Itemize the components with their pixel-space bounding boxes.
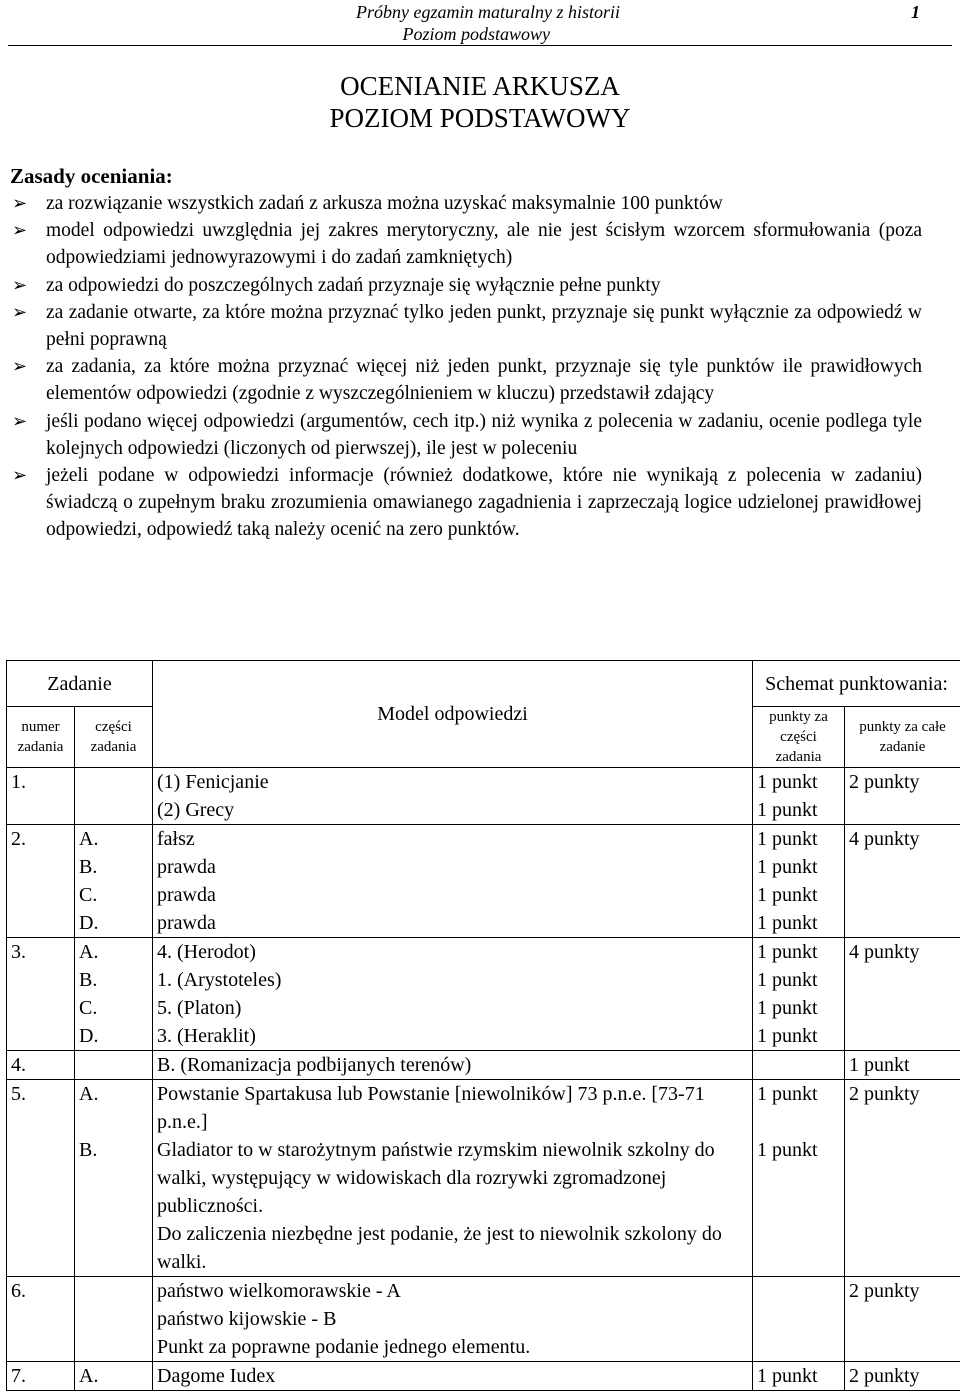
arrow-bullet-icon: ➢ [12, 356, 28, 377]
header-level: Poziom podstawowy [402, 24, 550, 44]
rule-text: jeśli podano więcej odpowiedzi (argumentów, cech itp.) niż wynika z polecenia w zadaniu, ocenie podlega tyle kolejnych odpowiedzi (liczonych od pierwszej), ile jest w poleceniu [46, 410, 922, 459]
task-part: A. [75, 1080, 153, 1137]
total-points: 2 punkty [845, 768, 960, 797]
table-row [7, 1022, 960, 1051]
rules-list [10, 190, 922, 544]
task-part: B. [75, 1136, 153, 1277]
model-answer: fałsz [153, 825, 753, 854]
header-punkty-cale: punkty za całe zadanie [845, 707, 960, 768]
header-model: Model odpowiedzi [153, 661, 753, 768]
task-part [75, 1277, 153, 1362]
header-numer-zadania: numer zadania [7, 707, 75, 768]
total-points [845, 966, 960, 994]
model-answer: prawda [153, 881, 753, 909]
model-answer: Dagome Iudex [153, 1362, 753, 1391]
rule-item [10, 217, 922, 271]
table-row [7, 1277, 960, 1362]
model-answer: prawda [153, 853, 753, 881]
header-schemat: Schemat punktowania: [753, 661, 960, 707]
arrow-bullet-icon: ➢ [12, 220, 28, 241]
model-answer: 1. (Arystoteles) [153, 966, 753, 994]
total-points: 1 punkt [845, 1051, 960, 1080]
task-number [7, 853, 75, 881]
task-part: D. [75, 1022, 153, 1051]
arrow-bullet-icon: ➢ [12, 301, 28, 322]
scoring-table [6, 660, 960, 1391]
part-points: 1 punkt [753, 825, 845, 854]
total-points [845, 853, 960, 881]
task-number [7, 966, 75, 994]
arrow-bullet-icon: ➢ [12, 410, 28, 431]
header-punkty-czesci: punkty za części zadania [753, 707, 845, 768]
total-points: 4 punkty [845, 825, 960, 854]
task-number [7, 1136, 75, 1277]
task-part: A. [75, 1362, 153, 1391]
part-points: 1 punkt [753, 994, 845, 1022]
task-number: 6. [7, 1277, 75, 1362]
part-points: 1 punkt [753, 966, 845, 994]
total-points: 4 punkty [845, 938, 960, 967]
task-number [7, 909, 75, 938]
page-title-line1: OCENIANIE ARKUSZA [340, 71, 620, 101]
task-part [75, 796, 153, 825]
part-points: 1 punkt [753, 1136, 845, 1277]
table-row [7, 853, 960, 881]
table-row [7, 881, 960, 909]
arrow-bullet-icon: ➢ [12, 193, 28, 213]
total-points [845, 881, 960, 909]
model-answer: 5. (Platon) [153, 994, 753, 1022]
page-header [0, 0, 960, 46]
part-points: 1 punkt [753, 1080, 845, 1137]
rule-item [10, 408, 922, 462]
total-points [845, 1022, 960, 1051]
task-part: B. [75, 853, 153, 881]
model-answer: (2) Grecy [153, 796, 753, 825]
rule-item [10, 190, 922, 217]
task-part [75, 768, 153, 797]
arrow-bullet-icon: ➢ [12, 274, 28, 295]
task-number: 7. [7, 1362, 75, 1391]
model-answer: Gladiator to w starożytnym państwie rzymskim niewolnik szkolny do walki, występujący w widowiskach dla rozrywki zgromadzonej publiczności. Do zaliczenia niezbędne jest podanie, że jest to niewolnik szkolony do walki. [153, 1136, 753, 1277]
task-part: A. [75, 938, 153, 967]
table-row [7, 994, 960, 1022]
model-answer: Powstanie Spartakusa lub Powstanie [niewolników] 73 p.n.e. [73-71 p.n.e.] [153, 1080, 753, 1137]
task-part: C. [75, 994, 153, 1022]
arrow-bullet-icon: ➢ [12, 465, 28, 486]
table-row [7, 966, 960, 994]
part-points: 1 punkt [753, 1022, 845, 1051]
rule-text: model odpowiedzi uwzględnia jej zakres merytoryczny, ale nie jest ścisłym wzorcem sformułowania (poza odpowiedziami jednowyrazowymi i do zadań zamkniętych) [46, 220, 922, 269]
total-points [845, 909, 960, 938]
task-number [7, 796, 75, 825]
task-number: 5. [7, 1080, 75, 1137]
task-part: B. [75, 966, 153, 994]
table-row [7, 938, 960, 967]
task-number [7, 881, 75, 909]
part-points [753, 1051, 845, 1080]
part-points [753, 1277, 845, 1362]
table-row [7, 1362, 960, 1391]
task-number: 2. [7, 825, 75, 854]
task-part: A. [75, 825, 153, 854]
table-row [7, 1080, 960, 1137]
total-points: 2 punkty [845, 1362, 960, 1391]
total-points [845, 994, 960, 1022]
total-points [845, 1136, 960, 1277]
task-number: 4. [7, 1051, 75, 1080]
rule-item [10, 353, 922, 407]
model-answer: prawda [153, 909, 753, 938]
part-points: 1 punkt [753, 881, 845, 909]
header-rule [8, 45, 952, 46]
part-points: 1 punkt [753, 909, 845, 938]
part-points: 1 punkt [753, 768, 845, 797]
model-answer: 3. (Heraklit) [153, 1022, 753, 1051]
table-row [7, 909, 960, 938]
task-number: 1. [7, 768, 75, 797]
rule-text: za zadania, za które można przyznać więcej niż jeden punkt, przyznaje się tyle punktów ile prawidłowych elementów odpowiedzi (zgodnie z wyszczególnieniem w kluczu) przedstawił zdający [46, 356, 922, 405]
page-number: 1 [911, 2, 920, 22]
table-row [7, 1136, 960, 1277]
rule-item [10, 462, 922, 544]
header-subject: Próbny egzamin maturalny z historii [356, 2, 620, 22]
task-part: D. [75, 909, 153, 938]
rule-text: jeżeli podane w odpowiedzi informacje (również dodatkowe, które nie wynikają z polecenia w zadaniu) świadczą o zupełnym braku zrozumienia omawianego zagadnienia i zaprzeczają logice udzielonej prawidłowej odpowiedzi, odpowiedź taką należy ocenić na zero punktów. [46, 465, 922, 541]
table-row [7, 768, 960, 797]
part-points: 1 punkt [753, 853, 845, 881]
rule-text: za zadanie otwarte, za które można przyznać tylko jeden punkt, przyznaje się punkt wyłącznie za odpowiedź w pełni poprawną [46, 301, 922, 351]
task-number [7, 1022, 75, 1051]
part-points: 1 punkt [753, 938, 845, 967]
rule-item [10, 299, 922, 353]
table-row [7, 796, 960, 825]
rule-text: za odpowiedzi do poszczególnych zadań przyznaje się wyłącznie pełne punkty [46, 274, 661, 296]
model-answer: 4. (Herodot) [153, 938, 753, 967]
header-zadanie: Zadanie [7, 661, 153, 707]
task-number: 3. [7, 938, 75, 967]
part-points: 1 punkt [753, 796, 845, 825]
part-points: 1 punkt [753, 1362, 845, 1391]
total-points [845, 796, 960, 825]
total-points: 2 punkty [845, 1080, 960, 1137]
model-answer: państwo wielkomorawskie - A państwo kijowskie - B Punkt za poprawne podanie jednego elementu. [153, 1277, 753, 1362]
model-answer: (1) Fenicjanie [153, 768, 753, 797]
rules-heading: Zasady oceniania: [10, 164, 173, 188]
task-part [75, 1051, 153, 1080]
table-row [7, 825, 960, 854]
model-answer: B. (Romanizacja podbijanych terenów) [153, 1051, 753, 1080]
rule-item [10, 272, 922, 299]
page-title-line2: POZIOM PODSTAWOWY [329, 103, 631, 133]
task-number [7, 994, 75, 1022]
total-points: 2 punkty [845, 1277, 960, 1362]
task-part: C. [75, 881, 153, 909]
header-czesci-zadania: części zadania [75, 707, 153, 768]
table-row [7, 1051, 960, 1080]
rule-text: za rozwiązanie wszystkich zadań z arkusza można uzyskać maksymalnie 100 punktów [46, 193, 723, 214]
scoring-table-body [7, 768, 960, 1391]
